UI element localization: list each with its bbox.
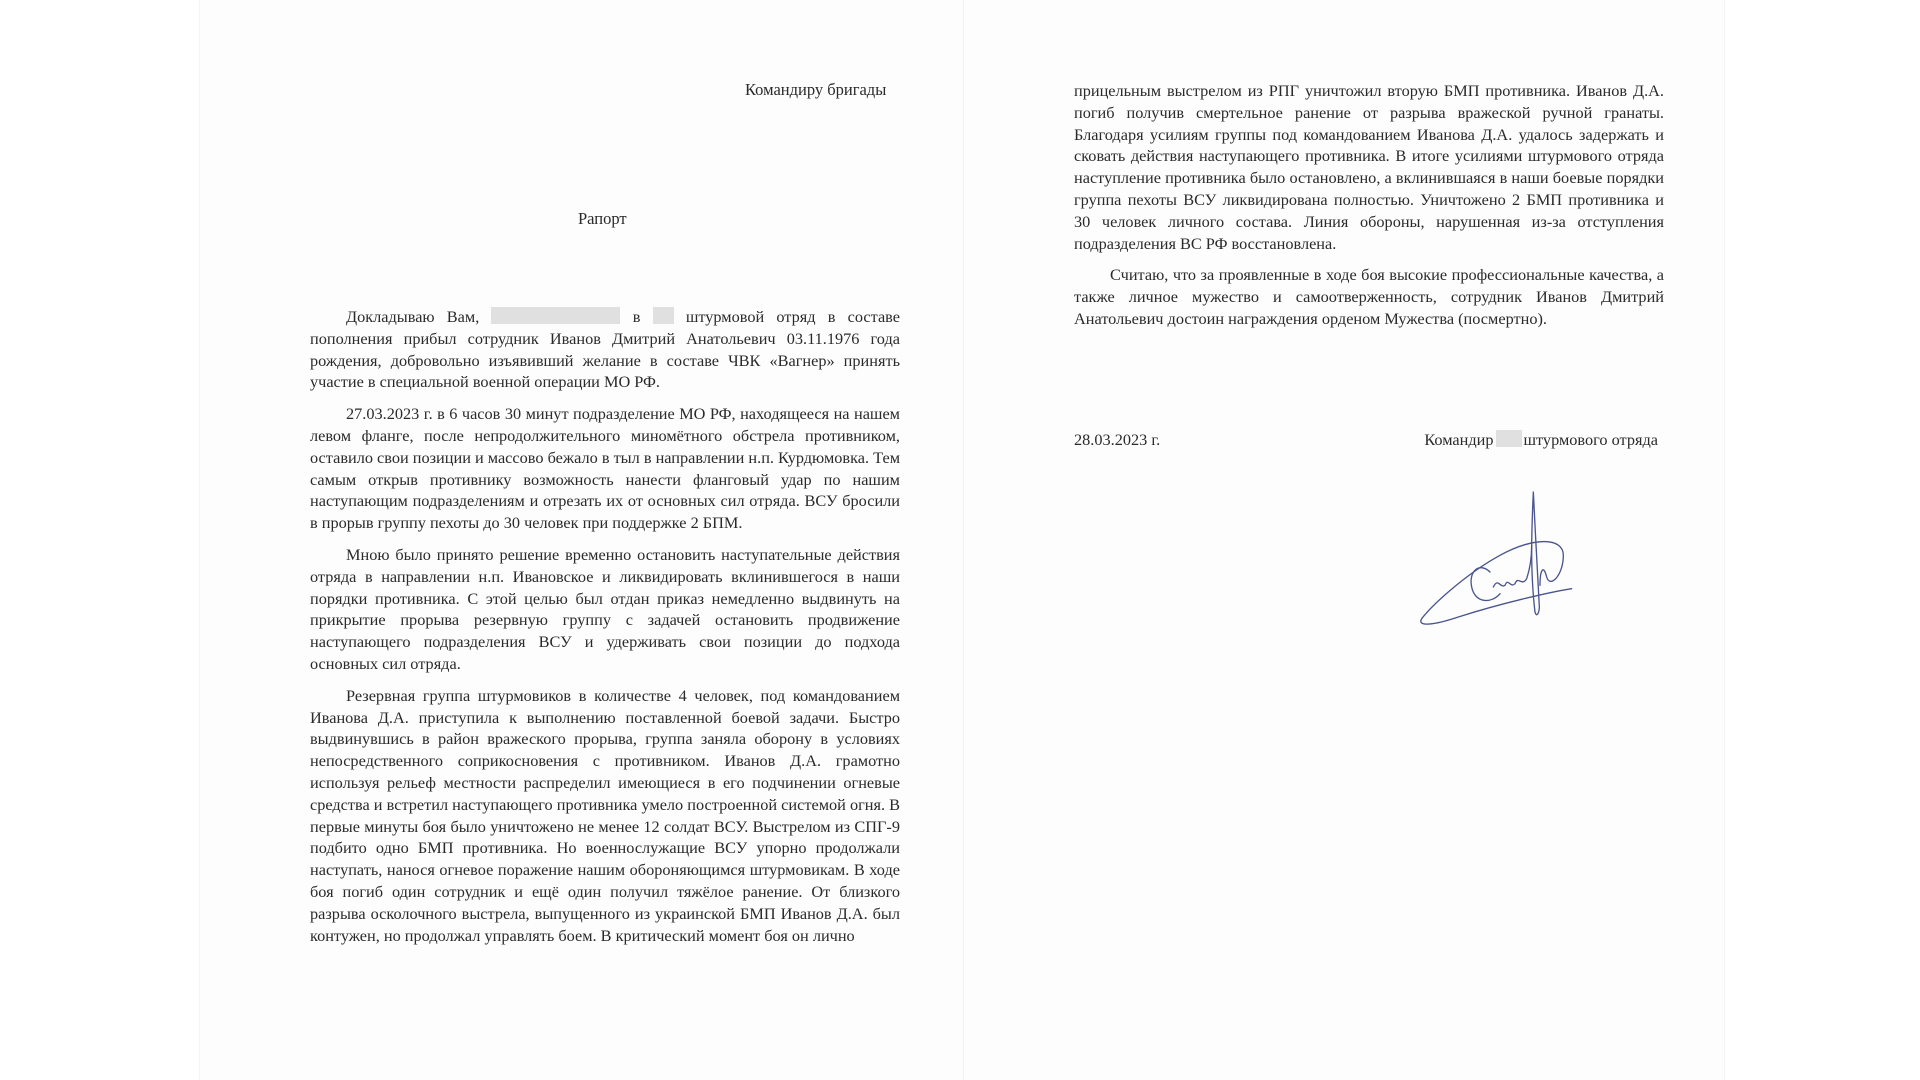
redacted-block [653, 307, 674, 324]
addressee: Командиру бригады [745, 80, 887, 99]
redacted-block [1496, 430, 1522, 447]
handwritten-signature [1400, 472, 1600, 652]
report-date: 28.03.2023 г. [1074, 430, 1161, 449]
signature-line [1074, 430, 1658, 450]
report-body-left [310, 306, 900, 956]
paragraph-4-continued: прицельным выстрелом из РПГ уничтожил вторую БМП противника. Иванов Д.А. погиб получив смертельное ранение от разрыва вражеской ручной гранаты. Благодаря усилиям группы под командованием Иванова Д.А. удалось задержать и сковать действия наступающего противника. В итоге усилиями штурмового отряда наступление противника было остановлено, а вклинившаяся в наши боевые порядки группа пехоты ВСУ ликвидирована полностью. Уничтожено 2 БМП противника и 30 человек личного состава. Линия обороны, нарушенная из-за отступления подразделения ВС РФ восстановлена. [1074, 81, 1664, 253]
paragraph-3: Мною было принято решение временно остановить наступательные действия отряда в направлении н.п. Ивановское и ликвидировать вклинившегося в наши порядки противника. С этой целью был отдан приказ немедленно выдвинуть на прикрытие прорыва резервную группу с задачей остановить продвижение наступающего подразделения ВСУ и удерживать свои позиции до подхода основных сил отряда. [310, 544, 900, 673]
report-body-right [1074, 80, 1664, 340]
paragraph-2: 27.03.2023 г. в 6 часов 30 минут подразделение МО РФ, находящееся на нашем левом фланге, после непродолжительного миномётного обстрела противником, оставило свои позиции и массово бежало в тыл в направлении н.п. Курдюмовка. Тем самым открыв противнику возможность нанести фланговый удар по нашим наступающим подразделениям и отрезать их от основных сил отряда. ВСУ бросили в прорыв группу пехоты до 30 человек при поддержке 2 БПМ. [310, 404, 901, 533]
redacted-block [491, 307, 620, 324]
paragraph-4: Резервная группа штурмовиков в количестве 4 человек, под командованием Иванова Д.А. приступила к выполнению поставленной боевой задачи. Быстро выдвинувшись в район вражеского прорыва, группа заняла оборону в условиях непосредственного соприкосновения с противником. Иванов Д.А. грамотно используя рельеф местности распределил имеющиеся в его подчинении огневые средства и встретил наступающего противника умело построенной системой огня. В первые минуты боя было уничтожено не менее 12 солдат ВСУ. Выстрелом из СПГ-9 подбито одно БМП противника. Но военнослужащие ВСУ упорно продолжали наступать, нанося огневое поражение нашим обороняющимся штурмовикам. В ходе боя погиб один сотрудник и ещё один получил тяжёлое ранение. От близкого разрыва осколочного выстрела, выпущенного из украинской БМП Иванов Д.А. был контужен, но продолжал управлять боем. В критический момент боя он лично [310, 685, 900, 945]
paragraph-5: Считаю, что за проявленные в ходе боя высокие профессиональные качества, а также личное мужество и самоотверженность, сотрудник Иванов Дмитрий Анатольевич достоин награждения орденом Мужества (посмертно). [1074, 265, 1664, 328]
paragraph-1: Докладываю Вам, в штурмовой отряд в составе пополнения прибыл сотрудник Иванов Дмитрий Анатольевич 03.11.1976 года рождения, добровольно изъявивший желание в составе ЧВК «Вагнер» принять участие в специальной военной операции МО РФ. [310, 307, 900, 392]
signer-role: Командир штурмового отряда [1424, 430, 1658, 449]
document-title: Рапорт [578, 209, 627, 228]
